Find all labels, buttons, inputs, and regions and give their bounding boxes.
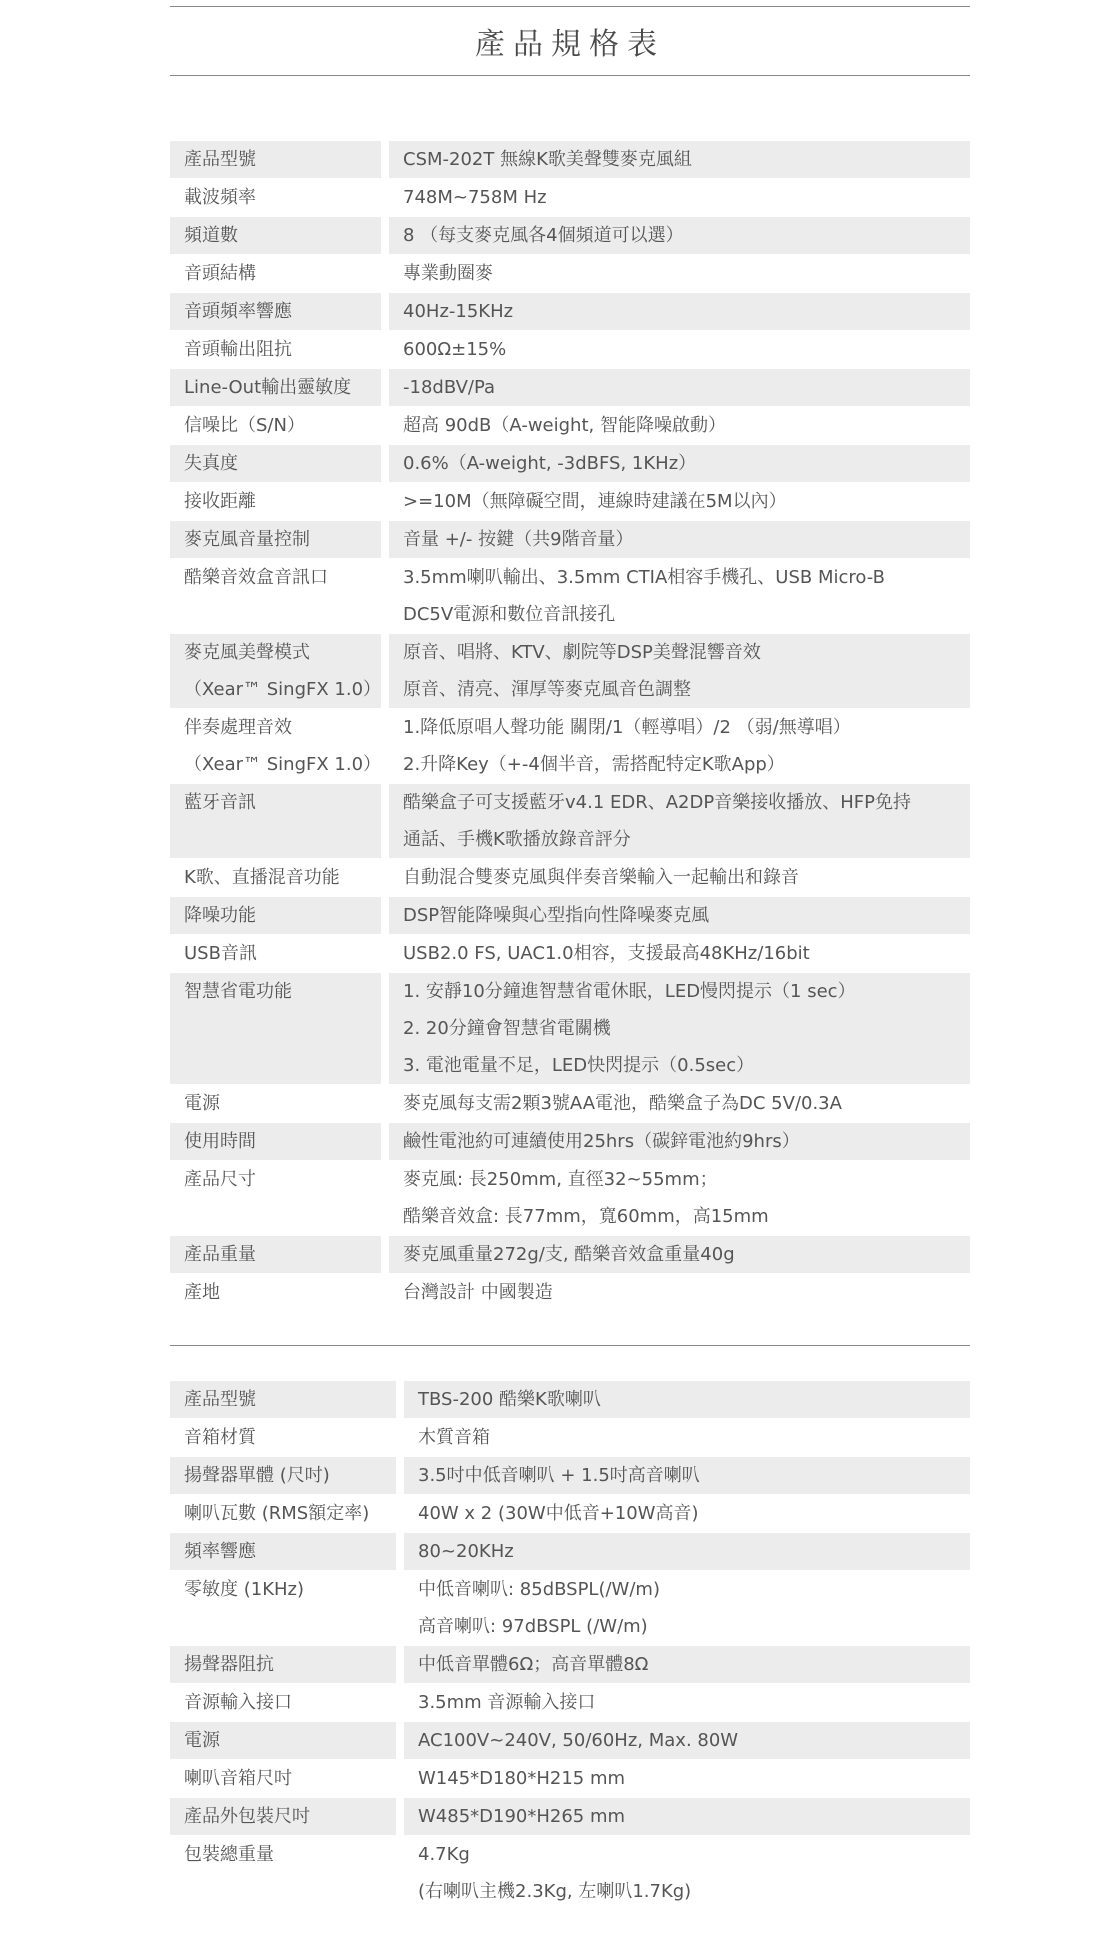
spec-value bbox=[389, 935, 970, 973]
spec-row bbox=[170, 1571, 970, 1646]
spec-value-line: 中低音單體6Ω；高音單體8Ω bbox=[418, 1654, 649, 1675]
column-gap bbox=[396, 1722, 404, 1760]
spec-label bbox=[170, 331, 381, 369]
spec-value-line: 80~20KHz bbox=[418, 1541, 514, 1562]
spec-value-line: >=10M（無障礙空間，連線時建議在5M以內） bbox=[403, 491, 787, 512]
column-gap bbox=[381, 179, 389, 217]
spec-label-line: 麥克風美聲模式 bbox=[184, 642, 310, 663]
spec-value bbox=[389, 859, 970, 897]
spec-row bbox=[170, 897, 970, 935]
column-gap bbox=[396, 1381, 404, 1419]
spec-value-line: W145*D180*H215 mm bbox=[418, 1768, 626, 1789]
spec-value-line: 1.降低原唱人聲功能 關閉/1（輕導唱）/2 （弱/無導唱） bbox=[403, 717, 851, 738]
column-gap bbox=[396, 1798, 404, 1836]
spec-value-line: 4.7Kg bbox=[418, 1844, 470, 1865]
title-box bbox=[170, 7, 970, 75]
spec-label bbox=[170, 179, 381, 217]
spec-label bbox=[170, 1533, 396, 1571]
spec-label bbox=[170, 1836, 396, 1911]
spec-row bbox=[170, 407, 970, 445]
spec-row bbox=[170, 709, 970, 784]
column-gap bbox=[381, 1236, 389, 1274]
spec-value bbox=[389, 445, 970, 483]
spec-row bbox=[170, 784, 970, 859]
section-rule bbox=[170, 1345, 970, 1346]
spec-label bbox=[170, 1457, 396, 1495]
spec-page bbox=[170, 0, 970, 1910]
column-gap bbox=[381, 255, 389, 293]
spec-value-line: 超高 90dB（A-weight, 智能降噪啟動） bbox=[403, 415, 726, 436]
spec-row bbox=[170, 1495, 970, 1533]
spec-value bbox=[404, 1684, 970, 1722]
spec-label-line: 產品型號 bbox=[184, 149, 256, 170]
spec-label-line: （Xear™ SingFX 1.0） bbox=[184, 754, 381, 775]
spec-label-line: 產品型號 bbox=[184, 1389, 256, 1410]
column-gap bbox=[396, 1571, 404, 1646]
spec-value-line: 木質音箱 bbox=[418, 1427, 490, 1448]
spec-value bbox=[389, 897, 970, 935]
spec-label bbox=[170, 897, 381, 935]
spec-value-line: 748M~758M Hz bbox=[403, 187, 547, 208]
spec-label-line: 頻率響應 bbox=[184, 1541, 256, 1562]
spec-value bbox=[389, 293, 970, 331]
column-gap bbox=[381, 1123, 389, 1161]
spec-label bbox=[170, 1571, 396, 1646]
spec-value bbox=[389, 784, 970, 859]
spec-value bbox=[404, 1457, 970, 1495]
column-gap bbox=[381, 293, 389, 331]
spec-value-line: 通話、手機K歌播放錄音評分 bbox=[403, 829, 631, 850]
column-gap bbox=[381, 483, 389, 521]
spec-row bbox=[170, 634, 970, 709]
spec-row bbox=[170, 1236, 970, 1274]
column-gap bbox=[381, 141, 389, 179]
spec-value bbox=[389, 179, 970, 217]
spec-row bbox=[170, 141, 970, 179]
spec-value bbox=[404, 1495, 970, 1533]
column-gap bbox=[396, 1760, 404, 1798]
spec-value-line: 原音、唱將、KTV、劇院等DSP美聲混響音效 bbox=[403, 642, 761, 663]
column-gap bbox=[381, 634, 389, 709]
spec-label-line: Line-Out輸出靈敏度 bbox=[184, 377, 352, 398]
spec-row bbox=[170, 1836, 970, 1911]
spec-label-line: 伴奏處理音效 bbox=[184, 717, 292, 738]
spec-value bbox=[389, 407, 970, 445]
spec-value bbox=[389, 634, 970, 709]
spec-label-line: 智慧省電功能 bbox=[184, 981, 292, 1002]
spec-row bbox=[170, 935, 970, 973]
spec-value bbox=[389, 1161, 970, 1236]
column-gap bbox=[396, 1836, 404, 1911]
spec-row bbox=[170, 1684, 970, 1722]
spec-row bbox=[170, 859, 970, 897]
spec-row bbox=[170, 1381, 970, 1419]
spec-value-line: 自動混合雙麥克風與伴奏音樂輸入一起輸出和錄音 bbox=[403, 867, 799, 888]
spec-label-line: 喇叭音箱尺吋 bbox=[184, 1768, 292, 1789]
column-gap bbox=[381, 1161, 389, 1236]
column-gap bbox=[381, 935, 389, 973]
column-gap bbox=[396, 1495, 404, 1533]
column-gap bbox=[381, 445, 389, 483]
spec-label-line: 音頭輸出阻抗 bbox=[184, 339, 292, 360]
column-gap bbox=[396, 1533, 404, 1571]
spec-label bbox=[170, 935, 381, 973]
spec-label bbox=[170, 973, 381, 1085]
spec-label-line: 產品外包裝尺吋 bbox=[184, 1806, 310, 1827]
spec-row bbox=[170, 1419, 970, 1457]
spec-value-line: W485*D190*H265 mm bbox=[418, 1806, 626, 1827]
spec-label-line: 產品尺寸 bbox=[184, 1169, 256, 1190]
column-gap bbox=[396, 1419, 404, 1457]
spec-value-line: 麥克風重量272g/支, 酷樂音效盒重量40g bbox=[403, 1244, 735, 1265]
spec-value-line: DC5V電源和數位音訊接孔 bbox=[403, 604, 616, 625]
spec-label-line: 電源 bbox=[184, 1093, 220, 1114]
spec-row bbox=[170, 1085, 970, 1123]
spec-value-line: 專業動圈麥 bbox=[403, 263, 493, 284]
spec-label bbox=[170, 255, 381, 293]
spec-label-line: 降噪功能 bbox=[184, 905, 256, 926]
spec-value bbox=[404, 1798, 970, 1836]
spec-label-line: （Xear™ SingFX 1.0） bbox=[184, 679, 381, 700]
spec-value-line: USB2.0 FS, UAC1.0相容，支援最高48KHz/16bit bbox=[403, 943, 810, 964]
spec-label bbox=[170, 1274, 381, 1312]
spec-label bbox=[170, 1161, 381, 1236]
spec-value bbox=[389, 521, 970, 559]
spec-label bbox=[170, 445, 381, 483]
spec-value bbox=[389, 331, 970, 369]
spec-value-line: 酷樂音效盒: 長77mm，寬60mm，高15mm bbox=[403, 1206, 769, 1227]
spec-value-line: 麥克風: 長250mm, 直徑32~55mm； bbox=[403, 1169, 718, 1190]
title-rule bbox=[170, 75, 970, 76]
spec-label bbox=[170, 1381, 396, 1419]
spec-label bbox=[170, 217, 381, 255]
column-gap bbox=[396, 1684, 404, 1722]
spec-value bbox=[389, 1123, 970, 1161]
spec-value-line: -18dBV/Pa bbox=[403, 377, 496, 398]
spec-value bbox=[404, 1722, 970, 1760]
column-gap bbox=[381, 709, 389, 784]
page-title: 產品規格表 bbox=[475, 27, 665, 62]
spec-label bbox=[170, 634, 381, 709]
spec-label-line: 音頭結構 bbox=[184, 263, 256, 284]
spec-value bbox=[389, 483, 970, 521]
spec-label-line: 揚聲器阻抗 bbox=[184, 1654, 274, 1675]
spec-label-line: 音箱材質 bbox=[184, 1427, 256, 1448]
spec-label-line: 接收距離 bbox=[184, 491, 256, 512]
spec-value-line: 原音、清亮、渾厚等麥克風音色調整 bbox=[403, 679, 691, 700]
spec-label bbox=[170, 1085, 381, 1123]
spec-row bbox=[170, 1533, 970, 1571]
spec-value-line: 高音喇叭: 97dBSPL (/W/m) bbox=[418, 1616, 648, 1637]
column-gap bbox=[381, 784, 389, 859]
spec-row bbox=[170, 331, 970, 369]
column-gap bbox=[381, 973, 389, 1085]
spec-value-line: 3. 電池電量不足，LED快閃提示（0.5sec） bbox=[403, 1055, 755, 1076]
column-gap bbox=[381, 1274, 389, 1312]
column-gap bbox=[381, 859, 389, 897]
spec-value-line: 2. 20分鐘會智慧省電關機 bbox=[403, 1018, 611, 1039]
spec-value-line: 1. 安靜10分鐘進智慧省電休眠，LED慢閃提示（1 sec） bbox=[403, 981, 856, 1002]
spec-value-line: 3.5吋中低音喇叭 + 1.5吋高音喇叭 bbox=[418, 1465, 700, 1486]
spec-value bbox=[404, 1646, 970, 1684]
spec-label bbox=[170, 141, 381, 179]
spec-row bbox=[170, 1722, 970, 1760]
spec-value-line: 音量 +/- 按鍵（共9階音量） bbox=[403, 529, 634, 550]
spec-value bbox=[389, 217, 970, 255]
spec-label bbox=[170, 1236, 381, 1274]
spec-label bbox=[170, 784, 381, 859]
spec-value bbox=[389, 1274, 970, 1312]
spec-row bbox=[170, 293, 970, 331]
spec-row bbox=[170, 1457, 970, 1495]
spec-row bbox=[170, 179, 970, 217]
spec-row bbox=[170, 973, 970, 1085]
spec-value bbox=[389, 255, 970, 293]
spec-label-line: 產地 bbox=[184, 1282, 220, 1303]
spec-label bbox=[170, 1798, 396, 1836]
spec-label bbox=[170, 1123, 381, 1161]
spec-value-line: 40Hz-15KHz bbox=[403, 301, 514, 322]
spec-value bbox=[404, 1571, 970, 1646]
spec-row bbox=[170, 445, 970, 483]
spec-label-line: 喇叭瓦數 (RMS額定率) bbox=[184, 1503, 370, 1524]
spec-label-line: 音源輸入接口 bbox=[184, 1692, 292, 1713]
spec-value-line: DSP智能降噪與心型指向性降噪麥克風 bbox=[403, 905, 710, 926]
spec-label-line: 包裝總重量 bbox=[184, 1844, 274, 1865]
spec-value-line: AC100V~240V, 50/60Hz, Max. 80W bbox=[418, 1730, 739, 1751]
spec-label bbox=[170, 1495, 396, 1533]
spec-label-line: USB音訊 bbox=[184, 943, 257, 964]
spec-value-line: 鹼性電池約可連續使用25hrs（碳鋅電池約9hrs） bbox=[403, 1131, 800, 1152]
spec-value-line: 台灣設計 中國製造 bbox=[403, 1282, 553, 1303]
column-gap bbox=[381, 217, 389, 255]
spec-row bbox=[170, 1161, 970, 1236]
spec-label-line: 產品重量 bbox=[184, 1244, 256, 1265]
spec-value bbox=[389, 709, 970, 784]
spec-label bbox=[170, 1419, 396, 1457]
spec-row bbox=[170, 1646, 970, 1684]
column-gap bbox=[381, 331, 389, 369]
spec-label-line: 失真度 bbox=[184, 453, 238, 474]
spec-value bbox=[404, 1381, 970, 1419]
spec-value-line: 2.升降Key（+-4個半音，需搭配特定K歌App） bbox=[403, 754, 785, 775]
column-gap bbox=[381, 369, 389, 407]
spec-value-line: 8 （每支麥克風各4個頻道可以選） bbox=[403, 225, 684, 246]
spec-value bbox=[389, 559, 970, 634]
spec-label-line: 載波頻率 bbox=[184, 187, 256, 208]
spec-value-line: 麥克風每支需2顆3號AA電池，酷樂盒子為DC 5V/0.3A bbox=[403, 1093, 842, 1114]
spec-label-line: 音頭頻率響應 bbox=[184, 301, 292, 322]
spec-label bbox=[170, 1646, 396, 1684]
column-gap bbox=[381, 407, 389, 445]
spec-value-line: 3.5mm喇叭輸出、3.5mm CTIA相容手機孔、USB Micro-B bbox=[403, 567, 885, 588]
spec-label bbox=[170, 709, 381, 784]
column-gap bbox=[381, 559, 389, 634]
spec-value bbox=[389, 369, 970, 407]
speaker-spec-table bbox=[170, 1380, 970, 1910]
spec-label bbox=[170, 483, 381, 521]
spec-row bbox=[170, 559, 970, 634]
column-gap bbox=[396, 1457, 404, 1495]
column-gap bbox=[381, 1085, 389, 1123]
spec-label bbox=[170, 521, 381, 559]
spec-row bbox=[170, 255, 970, 293]
column-gap bbox=[396, 1646, 404, 1684]
spec-value bbox=[389, 1236, 970, 1274]
spec-label bbox=[170, 407, 381, 445]
spec-value-line: (右喇叭主機2.3Kg, 左喇叭1.7Kg) bbox=[418, 1881, 692, 1902]
column-gap bbox=[381, 897, 389, 935]
spec-label bbox=[170, 369, 381, 407]
spec-value bbox=[404, 1836, 970, 1911]
spec-row bbox=[170, 217, 970, 255]
spec-value-line: 40W x 2 (30W中低音+10W高音) bbox=[418, 1503, 699, 1524]
column-gap bbox=[381, 521, 389, 559]
spec-row bbox=[170, 1123, 970, 1161]
spec-row bbox=[170, 521, 970, 559]
spec-value-line: 中低音喇叭: 85dBSPL(/W/m) bbox=[418, 1579, 660, 1600]
spec-row bbox=[170, 1798, 970, 1836]
spec-value bbox=[389, 1085, 970, 1123]
spec-label bbox=[170, 859, 381, 897]
spec-label-line: 信噪比（S/N） bbox=[184, 415, 305, 436]
spec-label-line: 零敏度 (1KHz) bbox=[184, 1579, 305, 1600]
spec-label-line: 揚聲器單體 (尺吋) bbox=[184, 1465, 330, 1486]
spec-label bbox=[170, 1684, 396, 1722]
spec-row bbox=[170, 1760, 970, 1798]
spec-value bbox=[389, 141, 970, 179]
spec-label-line: 頻道數 bbox=[184, 225, 238, 246]
spec-label-line: 酷樂音效盒音訊口 bbox=[184, 567, 328, 588]
spec-row bbox=[170, 369, 970, 407]
spec-value-line: TBS-200 酷樂K歌喇叭 bbox=[418, 1389, 601, 1410]
spec-value-line: 3.5mm 音源輸入接口 bbox=[418, 1692, 596, 1713]
spec-value bbox=[404, 1419, 970, 1457]
spec-label bbox=[170, 559, 381, 634]
spec-label-line: K歌、直播混音功能 bbox=[184, 867, 340, 888]
spec-label bbox=[170, 1760, 396, 1798]
microphone-spec-table bbox=[170, 140, 970, 1311]
spec-value bbox=[404, 1533, 970, 1571]
spec-label-line: 麥克風音量控制 bbox=[184, 529, 310, 550]
spec-value bbox=[389, 973, 970, 1085]
spec-value-line: CSM-202T 無線K歌美聲雙麥克風組 bbox=[403, 149, 692, 170]
spec-value-line: 0.6%（A-weight, -3dBFS, 1KHz） bbox=[403, 453, 697, 474]
spec-label-line: 藍牙音訊 bbox=[184, 792, 256, 813]
spec-label bbox=[170, 1722, 396, 1760]
spec-label-line: 使用時間 bbox=[184, 1131, 256, 1152]
spec-row bbox=[170, 483, 970, 521]
spec-value-line: 酷樂盒子可支援藍牙v4.1 EDR、A2DP音樂接收播放、HFP免持 bbox=[403, 792, 911, 813]
spec-value bbox=[404, 1760, 970, 1798]
spec-label-line: 電源 bbox=[184, 1730, 220, 1751]
spec-row bbox=[170, 1274, 970, 1312]
spec-label bbox=[170, 293, 381, 331]
spec-value-line: 600Ω±15% bbox=[403, 339, 507, 360]
